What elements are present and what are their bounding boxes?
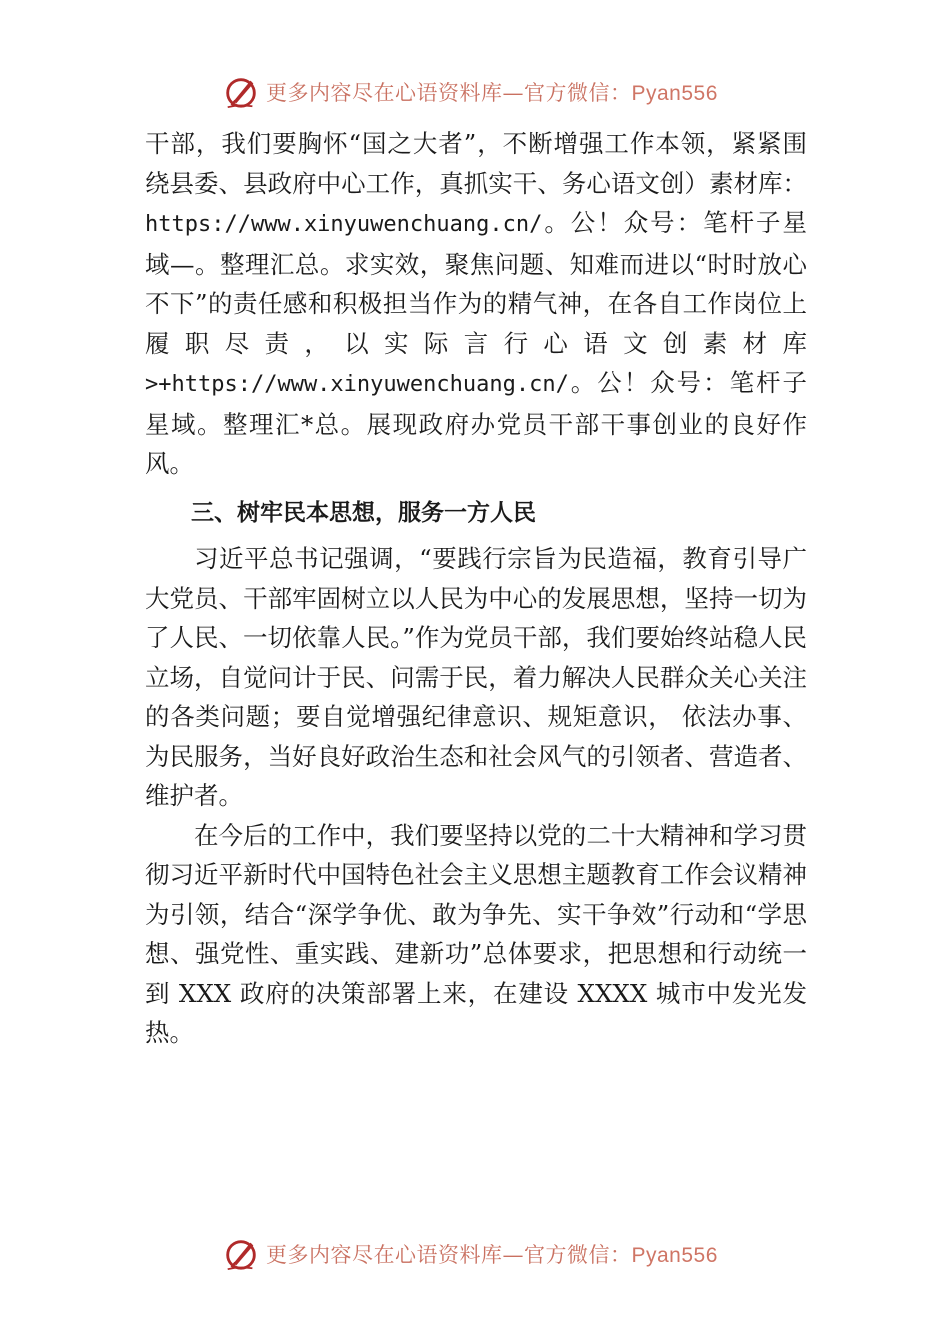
- footer-banner-label: 更多内容尽在心语资料库—官方微信：: [266, 1243, 632, 1267]
- para1-text-2: 。公！众号：笔杆子星域—。整理汇总。求实效，聚焦问题、知难而进以“时时放心不下”的责任感和积极担当作为的精气神，在各自工作岗位上履职尽责，以实际言行心语文创素材库: [145, 208, 807, 358]
- para1-text-3: 。公！众号：笔杆子星域。整理汇*总。展现政府办党员干部干事创业的良好作风。: [145, 368, 807, 478]
- footer-banner: [222, 1234, 742, 1274]
- paragraph-conclusion: 在今后的工作中，我们要坚持以党的二十大精神和学习贯彻习近平新时代中国特色社会主义思想主题教育工作会议精神为引领，结合“深学争优、敢为争先、实干争效”行动和“学思想、强党性、重实践、建新功”总体要求，把思想和行动统一到 XXX 政府的决策部署上来，在建设 XXXX 城市中发光发热。: [145, 820, 807, 1047]
- quill-pen-circle-logo-icon: [222, 1235, 260, 1273]
- section-heading-3: 三、树牢民本思想，服务一方人民: [191, 499, 536, 526]
- footer-wechat-id: Pyan556: [631, 1244, 718, 1267]
- header-banner: [222, 72, 742, 112]
- header-banner-label: 更多内容尽在心语资料库—官方微信：: [266, 81, 632, 105]
- para1-text-1: 干部，我们要胸怀“国之大者”，不断增强工作本领，紧紧围绕县委、县政府中心工作，真抓实干、务心语文创）素材库：: [145, 129, 807, 198]
- paragraph-continued: [145, 124, 807, 484]
- paragraph-people-centered: 习近平总书记强调，“要践行宗旨为民造福，教育引导广大党员、干部牢固树立以人民为中心的发展思想，坚持一切为了人民、一切依靠人民。”作为党员干部，我们要始终站稳人民立场，自觉问计于民、问需于民，着力解决人民群众关心关注的各类问题；要自觉增强纪律意识、规矩意识， 依法办事、为民服务，当好良好政治生态和社会风气的引领者、营造者、维护者。: [145, 544, 807, 810]
- quill-pen-circle-logo-icon: [222, 73, 260, 111]
- header-wechat-id: Pyan556: [631, 82, 718, 105]
- header-banner-text: [266, 77, 718, 107]
- para1-url-1: https://www.xinyuwenchuang.cn/: [145, 212, 543, 237]
- para1-url-2: >+https://www.xinyuwenchuang.cn/: [145, 372, 569, 397]
- document-body: [145, 124, 807, 1053]
- footer-banner-text: [266, 1239, 718, 1269]
